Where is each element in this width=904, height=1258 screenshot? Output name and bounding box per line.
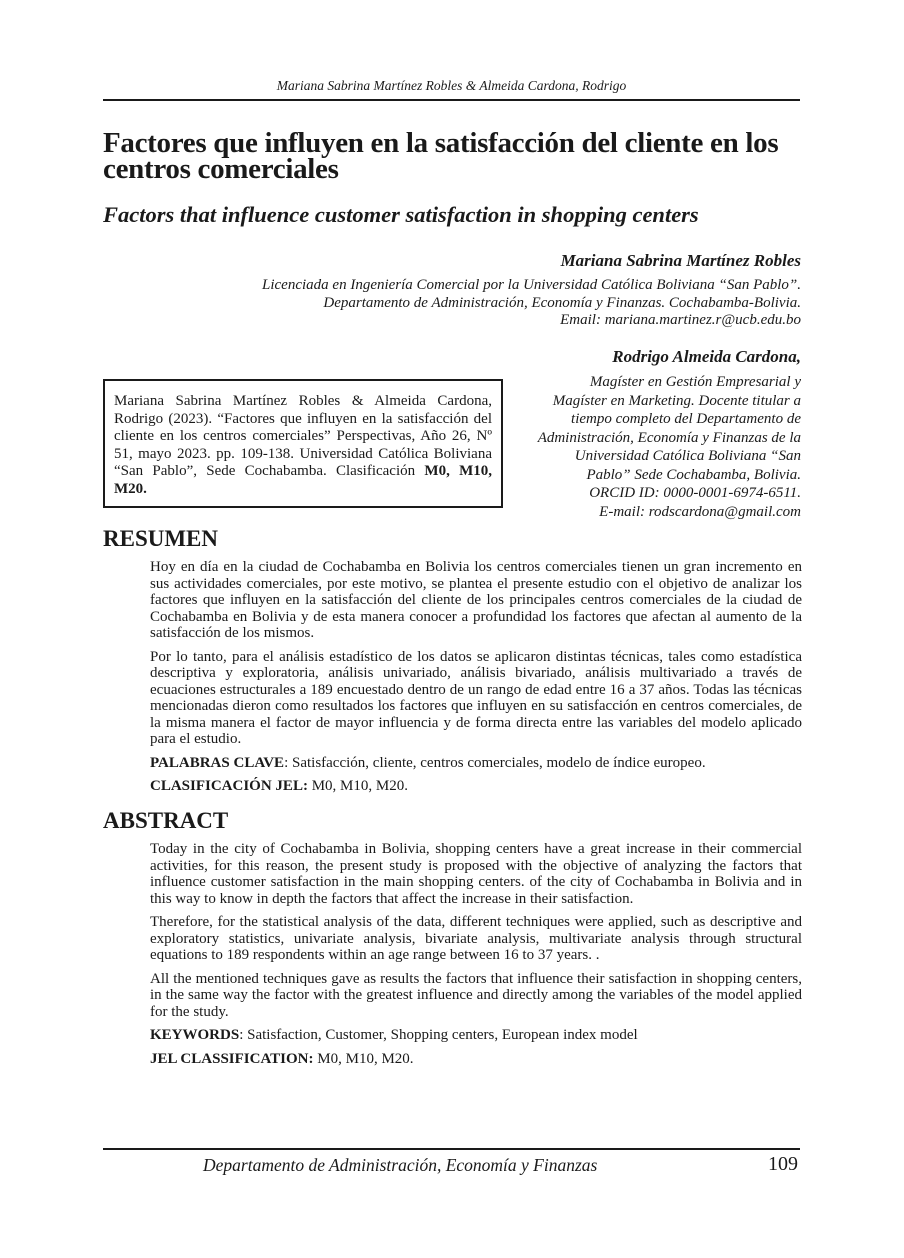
affiliation-line: Universidad Católica Boliviana “San — [574, 448, 801, 464]
author-email-1: Email: mariana.martinez.r@ucb.edu.bo — [560, 312, 801, 328]
abstract-body — [150, 841, 802, 1074]
resumen-paragraph: Por lo tanto, para el análisis estadístico de los datos se aplicaron distintas técnicas, tales como estadística descriptiva y exploratoria, análisis univariado, análisis bivariado, análisis multivariado a través de ecuaciones estructurales a 189 encuestado dentro de un rango de edad entre 16 a 37 años. Todas las técnicas mencionadas dieron como resultados los factores que influyen en su satisfacción en centros comerciales, de la misma manera el factor de mayor influencia y de forma directa entre las variables del modelo aplicado para el estudio. — [150, 648, 802, 747]
resumen-keywords — [150, 755, 802, 772]
author-orcid-2: ORCID ID: 0000-0001-6974-6511. — [589, 485, 801, 501]
jel-value: M0, M10, M20. — [313, 1050, 414, 1067]
abstract-paragraph: All the mentioned techniques gave as results the factors that influence their satisfaction in shopping centers, in the same way the factor with the greatest influence and directly among the variables of the model applied for the study. — [150, 970, 802, 1020]
author-email-2: E-mail: rodscardona@gmail.com — [599, 503, 801, 520]
footer-department: Departamento de Administración, Economía y Finanzas — [203, 1155, 598, 1175]
affiliation-line: tiempo completo del Departamento de — [571, 411, 801, 427]
jel-value: M0, M10, M20. — [307, 778, 408, 794]
abstract-paragraph: Today in the city of Cochabamba in Bolivia, shopping centers have a great increase in their commercial activities, for this reason, the present study is proposed with the objective of analyzing the factors that influence customer satisfaction in the main shopping centers. of the city of Cochabamba in Bolivia and in this way to know in depth the factors that affect the increase in their satisfaction. — [150, 841, 802, 907]
article-title: Factores que influyen en la satisfacción del cliente en los centros comerciales — [103, 127, 779, 185]
affiliation-line: Administración, Economía y Finanzas de la — [537, 429, 801, 446]
jel-label: JEL CLASSIFICATION: — [150, 1050, 314, 1067]
affiliation-line: Departamento de Administración, Economía y Finanzas. Cochabamba-Bolivia. — [323, 294, 801, 311]
running-head: Mariana Sabrina Martínez Robles & Almeida Cardona, Rodrigo — [276, 78, 627, 93]
keywords-value: : Satisfaction, Customer, Shopping centers, European index model — [239, 1027, 638, 1043]
footer-rule — [103, 1148, 800, 1150]
citation-box — [103, 379, 503, 508]
resumen-heading: RESUMEN — [103, 526, 219, 551]
abstract-heading: ABSTRACT — [103, 808, 229, 833]
author-affiliation-1 — [181, 277, 801, 330]
keywords-label: KEYWORDS — [150, 1027, 240, 1043]
affiliation-line: Pablo” Sede Cochabamba, Bolivia. — [586, 466, 801, 483]
affiliation-line: Magíster en Gestión Empresarial y — [589, 374, 801, 390]
jel-label: CLASIFICACIÓN JEL: — [150, 778, 308, 794]
author-affiliation-2 — [501, 373, 801, 521]
resumen-body — [150, 559, 802, 802]
header-rule — [103, 99, 800, 101]
citation-codes: M0, M10, M20. — [114, 463, 492, 497]
affiliation-line: Licenciada en Ingeniería Comercial por la Universidad Católica Boliviana “San Pablo”. — [262, 277, 801, 293]
abstract-keywords — [150, 1027, 802, 1044]
author-name-2: Rodrigo Almeida Cardona, — [612, 347, 801, 366]
page-number: 109 — [768, 1153, 798, 1175]
keywords-value: : Satisfacción, cliente, centros comerciales, modelo de índice europeo. — [284, 754, 706, 771]
citation-text: Mariana Sabrina Martínez Robles & Almeida Cardona, Rodrigo (2023). “Factores que influyen en la satisfacción del cliente en los centros comerciales” Perspectivas, Año 26, Nº 51, mayo 2023. pp. 109-138. Universidad Católica Boliviana “San Pablo”, Sede Cochabamba. Clasificación — [114, 393, 492, 479]
abstract-jel — [150, 1051, 802, 1068]
article-subtitle: Factors that influence customer satisfaction in shopping centers — [103, 202, 699, 227]
resumen-jel — [150, 778, 802, 795]
resumen-paragraph: Hoy en día en la ciudad de Cochabamba en Bolivia los centros comerciales tienen un gran incremento en sus actividades comerciales, por este motivo, se plantea el presente estudio con el objetivo de analizar los factores que influyen en la satisfacción del cliente de los principales centros comerciales de la ciudad de Cochabamba en Bolivia y de esta manera conocer a profundidad los factores que afectan al aumento de la satisfacción de los mismos. — [150, 559, 802, 641]
affiliation-line: Magíster en Marketing. Docente titular a — [552, 392, 801, 409]
abstract-paragraph: Therefore, for the statistical analysis of the data, different techniques were applied, such as descriptive and exploratory statistics, univariate analysis, bivariate analysis, multivariate analysis through structural equations to 189 respondents within an age range between 16 to 37 years. . — [150, 914, 802, 963]
author-name-1: Mariana Sabrina Martínez Robles — [560, 251, 801, 270]
keywords-label: PALABRAS CLAVE — [150, 754, 285, 771]
